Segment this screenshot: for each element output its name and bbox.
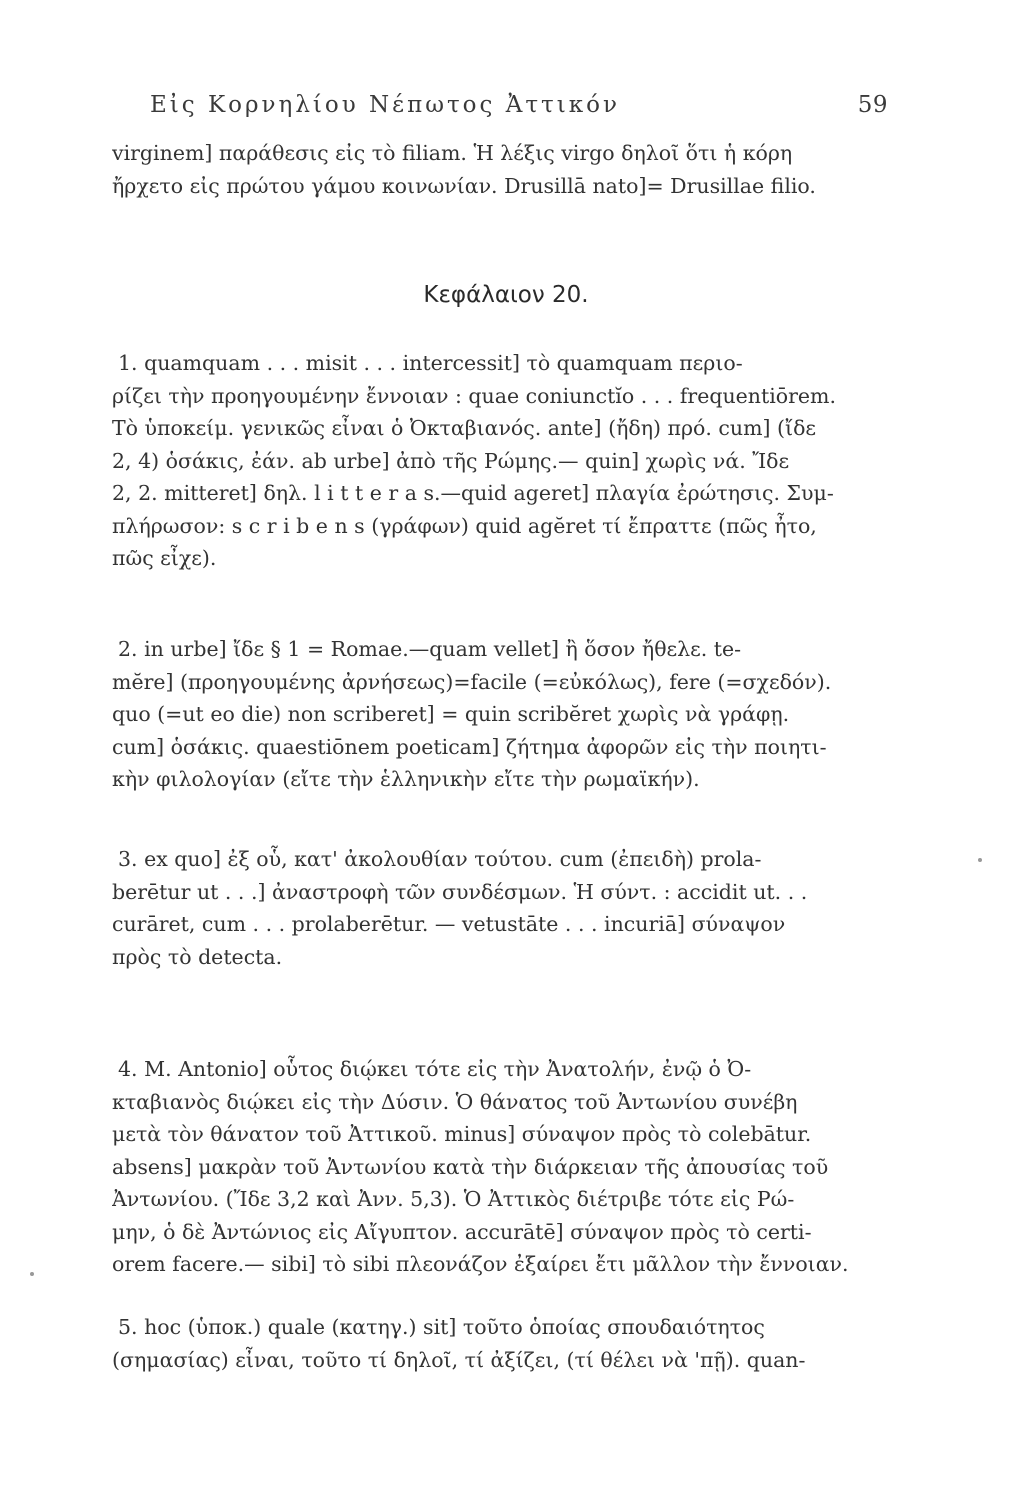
text-line: absens] μακρὰν τοῦ Ἀντωνίου κατὰ τὴν διάρκειαν τῆς ἀπουσίας τοῦ — [112, 1154, 829, 1179]
section-1 — [112, 347, 902, 575]
text-line: 5. hoc (ὑποκ.) quale (κατηγ.) sit] τοῦτο ὁποίας σπουδαιότητος — [118, 1315, 765, 1339]
text-line: πῶς εἶχε). — [112, 546, 217, 570]
text-line: πλήρωσον: s c r i b e n s (γράφων) quid agĕret τί ἔπραττε (πῶς ἦτο, — [112, 513, 817, 538]
text-line: 2, 4) ὁσάκις, ἐάν. ab urbe] ἀπὸ τῆς Ρώμης.— quin] χωρὶς νά. Ἴδε — [112, 448, 790, 473]
section-5 — [112, 1311, 902, 1376]
text-line: (σημασίας) εἶναι, τοῦτο τί δηλοῖ, τί ἀξίζει, (τί θέλει νὰ 'πῇ). quan- — [112, 1347, 806, 1372]
text-line: Ἀντωνίου. (Ἴδε 3,2 καὶ Ἀνν. 5,3). Ὁ Ἀττικὸς διέτριβε τότε εἰς Ρώ- — [112, 1187, 795, 1211]
text-line: 2. in urbe] ἴδε § 1 = Romae.—quam vellet] ἢ ὅσον ἤθελε. te- — [118, 637, 742, 661]
intro-paragraph — [112, 137, 902, 202]
text-line: ρίζει τὴν προηγουμένην ἔννοιαν : quae coniunctĭo . . . frequentiōrem. — [112, 383, 837, 408]
text-line: μετὰ τὸν θάνατον τοῦ Ἀττικοῦ. minus] σύναψον πρὸς τὸ colebātur. — [112, 1122, 812, 1146]
text-line: 3. ex quo] ἐξ οὗ, κατ' ἀκολουθίαν τούτου. cum (ἐπειδὴ) prola- — [118, 847, 762, 871]
running-head-title: Εἰς Κορνηλίου Νέπωτος Ἀττικόν — [150, 92, 621, 118]
text-line: Τὸ ὑποκείμ. γενικῶς εἶναι ὁ Ὀκταβιανός. ante] (ἤδη) πρό. cum] (ἴδε — [112, 416, 817, 440]
text-line: berētur ut . . .] ἀναστροφὴ τῶν συνδέσμων. Ἡ σύντ. : accidit ut. . . — [112, 879, 808, 904]
page-number: 59 — [857, 92, 888, 118]
text-line: curāret, cum . . . prolaberētur. — vetustāte . . . incuriā] σύναψον — [112, 912, 786, 936]
text-line: virginem] παράθεσις εἰς τὸ filiam. Ἡ λέξις virgo δηλοῖ ὅτι ἡ κόρη — [112, 141, 793, 165]
text-line: 2, 2. mitteret] δηλ. l i t t e r a s.—quid ageret] πλαγία ἐρώτησις. Συμ- — [112, 481, 834, 505]
section-4 — [112, 1053, 902, 1281]
text-line: cum] ὁσάκις. quaestiōnem poeticam] ζήτημα ἀφορῶν εἰς τὴν ποιητι- — [112, 734, 827, 759]
text-line: κταβιανὸς διῴκει εἰς τὴν Δύσιν. Ὁ θάνατος τοῦ Ἀντωνίου συνέβη — [112, 1089, 798, 1114]
text-line: 4. M. Antonio] οὗτος διῴκει τότε εἰς τὴν Ἀνατολήν, ἐνῷ ὁ Ὀ- — [118, 1057, 752, 1081]
text-line: 1. quamquam . . . misit . . . intercessit] τὸ quamquam περιο- — [118, 351, 743, 375]
text-line: orem facere.— sibi] τὸ sibi πλεονάζον ἐξαίρει ἔτι μᾶλλον τὴν ἔννοιαν. — [112, 1252, 849, 1276]
text-line: ἤρχετο εἰς πρώτου γάμου κοινωνίαν. Drusillā nato]= Drusillae filio. — [112, 173, 816, 198]
text-line: μην, ὁ δὲ Ἀντώνιος εἰς Αἴγυπτον. accurātē] σύναψον πρὸς τὸ certi- — [112, 1219, 812, 1244]
text-line: κὴν φιλολογίαν (εἴτε τὴν ἑλληνικὴν εἴτε τὴν ρωμαϊκήν). — [112, 767, 700, 791]
text-line: quo (=ut eo die) non scriberet] = quin scribĕret χωρὶς νὰ γράφῃ. — [112, 702, 790, 726]
print-speck — [30, 1272, 34, 1276]
text-line: πρὸς τὸ detecta. — [112, 944, 283, 969]
chapter-heading: Κεφάλαιον 20. — [423, 282, 589, 308]
section-3 — [112, 843, 902, 973]
text-line: mĕre] (προηγουμένης ἀρνήσεως)=facile (=εὐκόλως), fere (=σχεδόν). — [112, 669, 832, 694]
section-2 — [112, 633, 902, 796]
print-speck — [978, 858, 982, 862]
